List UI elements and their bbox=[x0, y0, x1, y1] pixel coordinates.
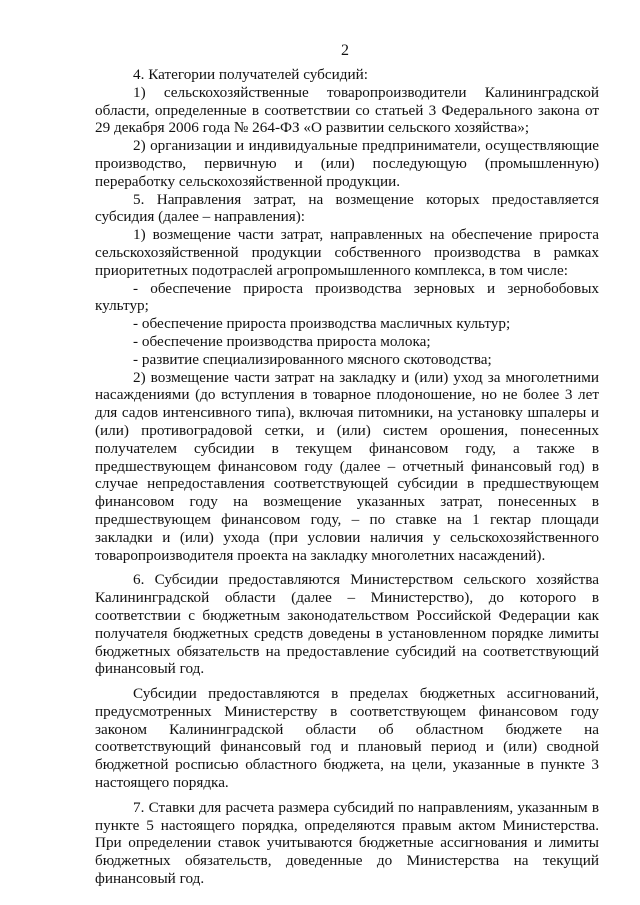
document-body bbox=[95, 66, 599, 888]
section-4-heading: 4. Категории получателей субсидий: bbox=[133, 66, 368, 83]
direction-1-item-milk: - обеспечение производства прироста молока; bbox=[133, 332, 431, 350]
recipient-category-2: 2) организации и индивидуальные предприниматели, осуществляющие производство, первичную и (или) последующую (промышленную) переработку сельскохозяйственной продукции. bbox=[95, 137, 599, 190]
page-number: 2 bbox=[341, 42, 349, 59]
recipient-category-1: 1) сельскохозяйственные товаропроизводители Калининградской области, определенные в соответствии со статьей 3 Федерального закона от 29 декабря 2006 года № 264-ФЗ «О развитии сельского хозяйства»; bbox=[95, 83, 599, 137]
direction-1-item-beef: - развитие специализированного мясного скотоводства; bbox=[133, 350, 492, 368]
direction-1: 1) возмещение части затрат, направленных на обеспечение прироста сельскохозяйственной продукции собственного производства в рамках приоритетных подотраслей агропромышленного комплекса, в том числе: bbox=[95, 226, 599, 279]
section-7-paragraph: 7. Ставки для расчета размера субсидий по направлениям, указанным в пункте 5 настоящего порядка, определяются правым актом Министерства. При определении ставок учитываются бюджетные ассигнования и лимиты бюджетных обязательств, доведенные до Министерства на текущий финансовый год. bbox=[95, 798, 599, 888]
direction-2: 2) возмещение части затрат на закладку и (или) уход за многолетними насаждениями (до вступления в товарное плодоношение, но не более 3 лет для садов интенсивного типа), включая питомники, на установку шпалеры и (или) противоградовой сетки, и (или) систем орошения, понесенных получателем субсидии в текущем финансовом году, а также в предшествующем финансовом году (далее – отчетный финансовый год) в случае непредоставления соответствующей субсидии в предшествующем финансовом году на возмещение указанных затрат, понесенных в предшествующем финансовом году, – по ставке на 1 гектар площади закладки и (или) ухода (при условии наличия у сельскохозяйственного товаропроизводителя проекта на закладку многолетних насаждений). bbox=[95, 368, 599, 564]
direction-1-item-grain: - обеспечение прироста производства зерновых и зернобобовых культур; bbox=[95, 279, 599, 315]
direction-1-item-oilseed: - обеспечение прироста производства масличных культур; bbox=[133, 315, 511, 333]
section-6-budget-paragraph: Субсидии предоставляются в пределах бюджетных ассигнований, предусмотренных Министерству в соответствующем финансовом году законом Калининградской области об областном бюджете на соответствующий финансовый год и плановый период и (или) сводной бюджетной росписью областного бюджета, на цели, указанные в пункте 3 настоящего порядка. bbox=[95, 685, 599, 792]
section-5-heading: 5. Направления затрат, на возмещение которых предоставляется субсидия (далее – направления): bbox=[95, 190, 599, 226]
section-6-paragraph: 6. Субсидии предоставляются Министерством сельского хозяйства Калининградской области (далее – Министерство), до которого в соответствии с бюджетным законодательством Российской Федерации как получателя бюджетных средств доведены в установленном порядке лимиты бюджетных обязательств на предоставление субсидий на соответствующий финансовый год. bbox=[95, 571, 599, 678]
